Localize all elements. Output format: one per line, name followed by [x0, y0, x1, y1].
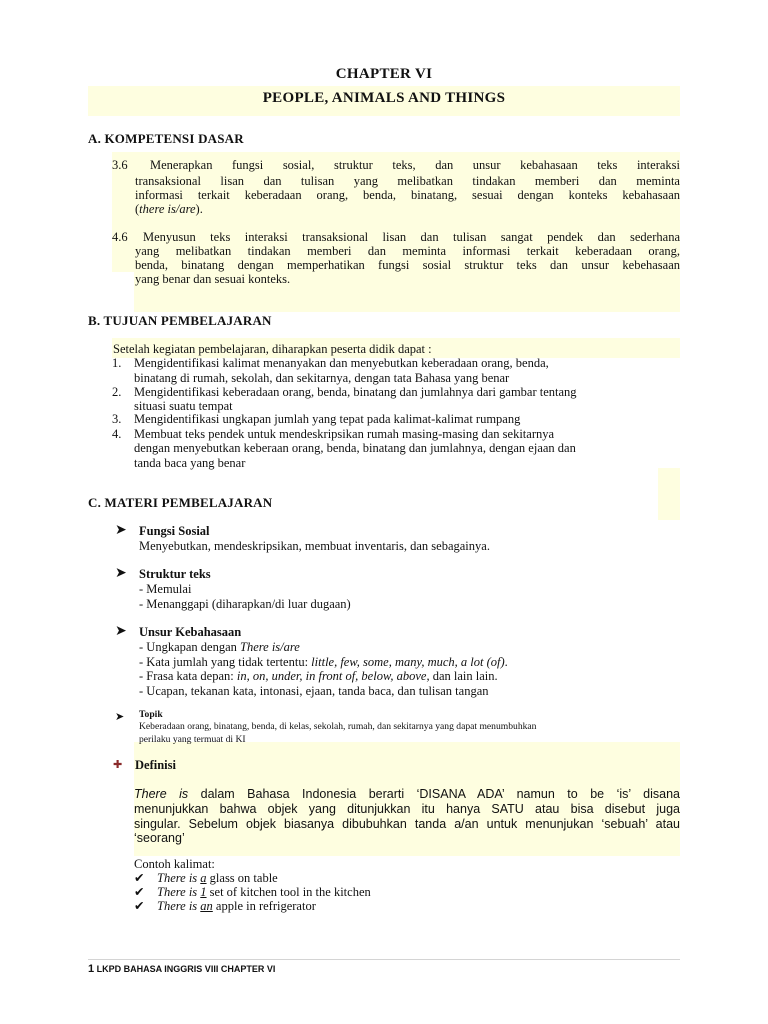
objective-2-line-2: situasi suatu tempat [134, 399, 233, 413]
objective-2-number: 2. [112, 385, 122, 399]
section-b-intro: Setelah kegiatan pembelajaran, diharapkan peserta didik dapat : [113, 342, 432, 356]
kd-3-6-number: 3.6 [112, 158, 128, 172]
kd-3-6-line-1: Menerapkan fungsi sosial, struktur teks, dan unsur kebahasaan teks interaksi [150, 158, 680, 172]
kd-4-6-number: 4.6 [112, 230, 128, 244]
topik-title: Topik [139, 709, 163, 720]
fungsi-sosial-text: Menyebutkan, mendeskripsikan, membuat inventaris, dan sebagainya. [139, 539, 490, 553]
check-icon: ✔ [134, 885, 145, 899]
objective-4-line-1: Membuat teks pendek untuk mendeskripsikan rumah masing-masing dan sekitarnya [134, 427, 555, 441]
objective-2-line-1: Mengidentifikasi keberadaan orang, benda, binatang dan jumlahnya dari gambar tentang [134, 385, 577, 399]
topik-line-2: perilaku yang termuat di KI [139, 734, 246, 745]
contoh-label: Contoh kalimat: [134, 857, 215, 871]
kd-4-6-line-1: Menyusun teks interaksi transaksional lisan dan tulisan sangat pendek dan sederhana [143, 230, 680, 244]
kd-4-6-line-4: yang benar dan sesuai konteks. [135, 272, 291, 286]
kd-4-6-line-2: yang melibatkan tindakan memberi dan meminta informasi terkait keberadaan orang, [135, 244, 680, 258]
objective-1-line-1: Mengidentifikasi kalimat menanyakan dan menyebutkan keberadaan orang, benda, [134, 356, 549, 370]
arrow-bullet-icon: ➤ [115, 523, 127, 538]
struktur-teks-item: - Memulai [139, 582, 192, 596]
footer-text: LKPD BAHASA INGGRIS VIII CHAPTER VI [96, 964, 276, 974]
unsur-item-1: - Ungkapan dengan There is/are [139, 640, 300, 654]
kd-4-6-line-3: benda, binatang dengan memperhatikan fungsi sosial struktur teks dan unsur kebehasaan [135, 258, 680, 272]
definisi-title: Definisi [135, 758, 176, 772]
definisi-line-3: singular. Sebelum objek biasanya dibubuhkan tanda a/an untuk menunjukan ‘sebuah’ atau [134, 817, 680, 831]
struktur-teks-item: - Menanggapi (diharapkan/di luar dugaan) [139, 597, 351, 611]
objective-4-line-3: tanda baca yang benar [134, 456, 246, 470]
kd-3-6-line-4: (there is/are). [135, 202, 203, 216]
objective-1-number: 1. [112, 356, 122, 370]
objective-3-number: 3. [112, 412, 122, 426]
definisi-line-2: menunjukkan bahwa objek yang ditunjukkan itu hanya SATU atau bisa disebut juga [134, 802, 680, 816]
definisi-line-1: There is dalam Bahasa Indonesia berarti ‘DISANA ADA’ namun to be ‘is’ disana [134, 787, 681, 801]
example-sentence: There is 1 set of kitchen tool in the kitchen [157, 885, 371, 899]
section-b-heading: B. TUJUAN PEMBELAJARAN [88, 313, 272, 328]
check-icon: ✔ [134, 899, 145, 913]
definisi-bullet-icon: ✚ [113, 759, 123, 771]
objective-4-line-2: dengan menyebutkan keberaan orang, benda, binatang dan jumlahnya, dengan ejaan dan [134, 441, 576, 455]
topik-line-1: Keberadaan orang, binatang, benda, di kelas, sekolah, rumah, dan sekitarnya yang dapat menumbuhkan [139, 721, 537, 732]
unsur-item-3: - Frasa kata depan: in, on, under, in front of, below, above, dan lain lain. [139, 669, 498, 683]
objective-4-number: 4. [112, 427, 122, 441]
struktur-teks-title: Struktur teks [139, 567, 211, 581]
footer-divider [88, 959, 680, 960]
kd-3-6-line-3: informasi terkait keberadaan orang, benda, binatang, sesuai dengan konteks kebahasaan [135, 188, 680, 202]
example-sentence: There is an apple in refrigerator [157, 899, 316, 913]
page-footer [88, 963, 275, 975]
unsur-item-2: - Kata jumlah yang tidak tertentu: little, few, some, many, much, a lot (of). [139, 655, 508, 669]
section-a-heading: A. KOMPETENSI DASAR [88, 131, 244, 146]
objective-3-line-1: Mengidentifikasi ungkapan jumlah yang tepat pada kalimat-kalimat rumpang [134, 412, 521, 426]
arrow-bullet-icon: ➤ [115, 624, 127, 639]
highlight-section-c [658, 468, 680, 520]
objective-1-line-2: binatang di rumah, sekolah, dan sekitarnya, dengan tata Bahasa yang benar [134, 371, 510, 385]
arrow-bullet-icon: ➤ [115, 711, 125, 723]
check-icon: ✔ [134, 871, 145, 885]
unsur-item-4: - Ucapan, tekanan kata, intonasi, ejaan, tanda baca, dan tulisan tangan [139, 684, 489, 698]
definisi-line-4: ‘seorang’ [134, 831, 185, 845]
unsur-kebahasaan-title: Unsur Kebahasaan [139, 625, 242, 639]
page-number: 1 [88, 963, 95, 975]
kd-3-6-line-2: transaksional lisan dan tulisan yang melibatkan tindakan memberi dan meminta [135, 174, 680, 188]
arrow-bullet-icon: ➤ [115, 566, 127, 581]
page-title: PEOPLE, ANIMALS AND THINGS [262, 90, 506, 106]
fungsi-sosial-title: Fungsi Sosial [139, 524, 210, 538]
section-c-heading: C. MATERI PEMBELAJARAN [88, 495, 273, 510]
example-sentence: There is a glass on table [157, 871, 278, 885]
chapter-heading: CHAPTER VI [335, 66, 433, 82]
